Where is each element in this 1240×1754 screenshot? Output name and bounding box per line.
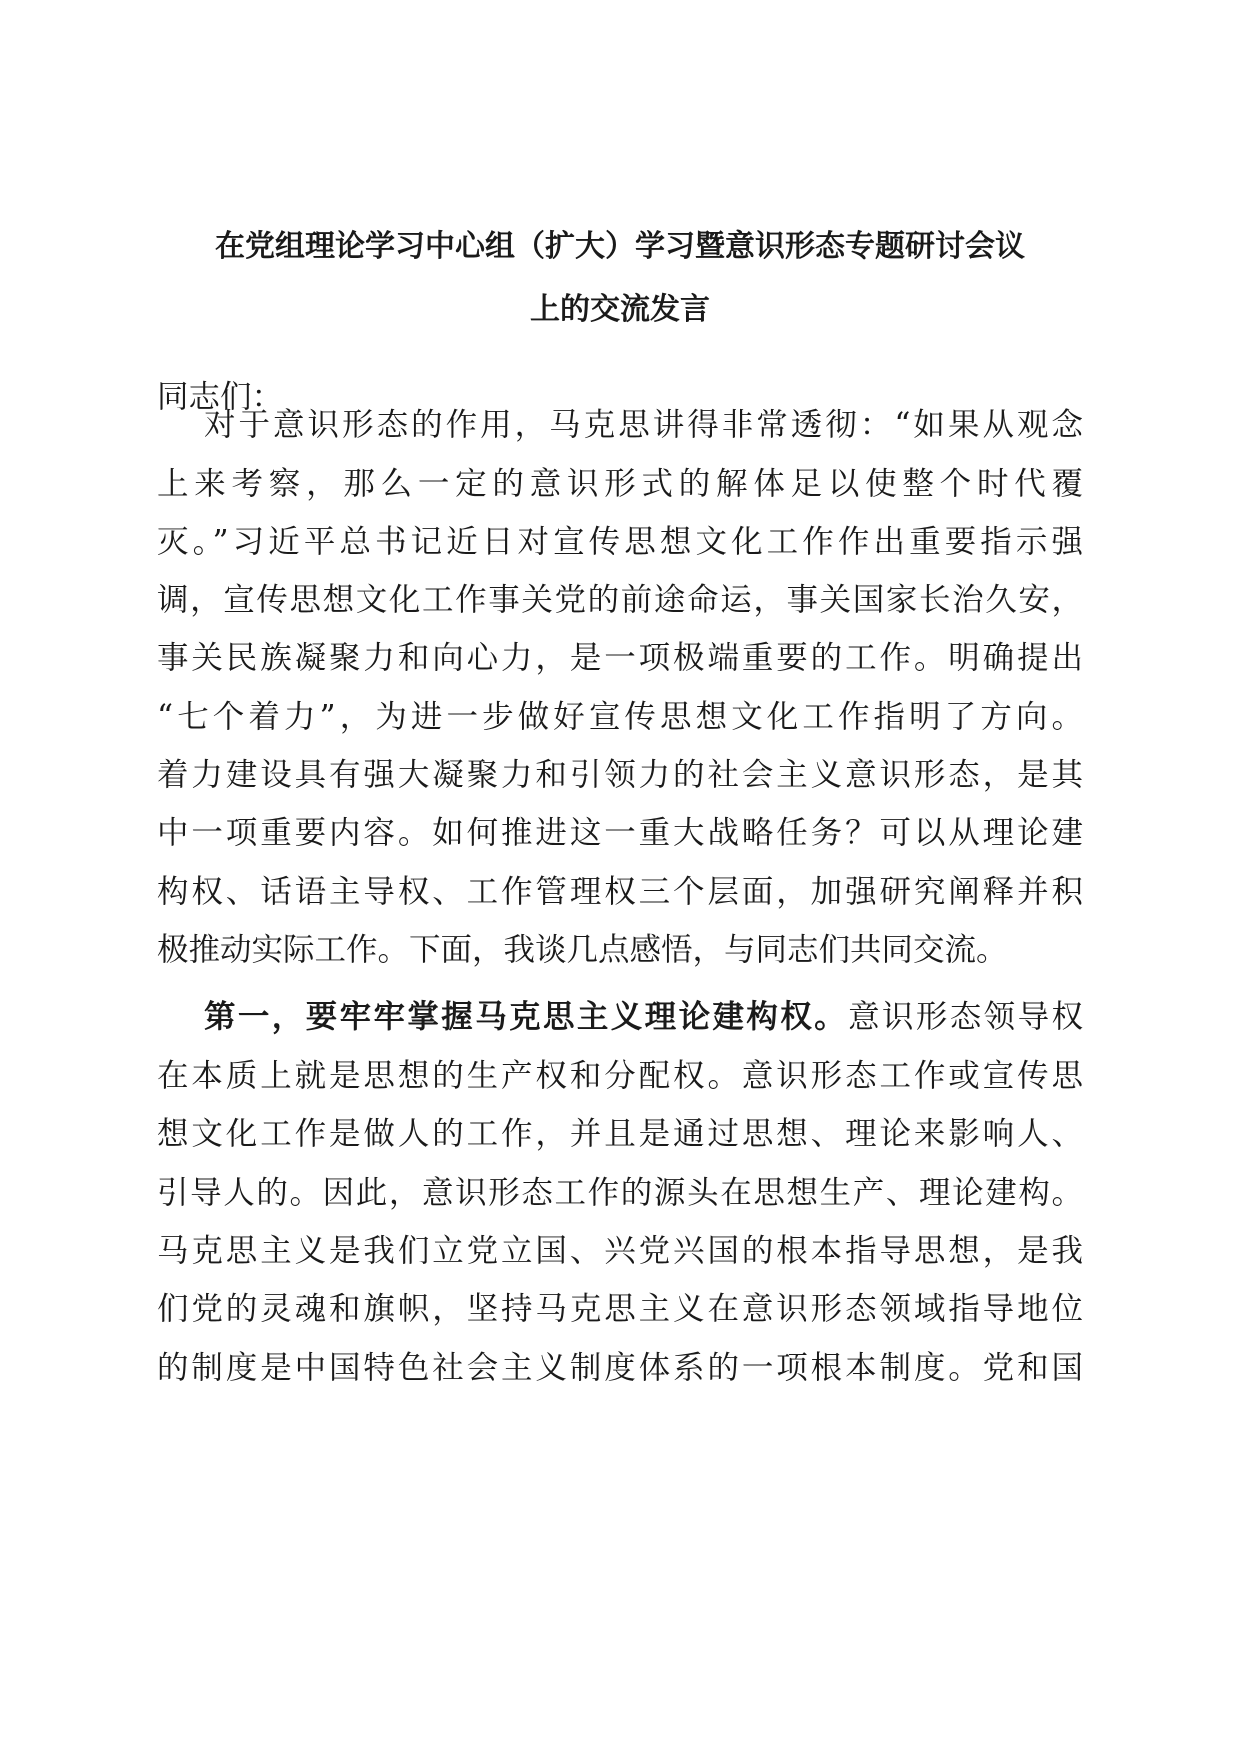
paragraph-line: 事关民族凝聚力和向心力，是一项极端重要的工作。明确提出 (157, 640, 1083, 676)
paragraph-line: 马克思主义是我们立党立国、兴党兴国的根本指导思想，是我 (157, 1233, 1083, 1269)
paragraph-line-with-lead (204, 997, 1083, 1037)
paragraph-line: “七个着力”，为进一步做好宣传思想文化工作指明了方向。 (157, 699, 1083, 735)
document-page (157, 0, 1083, 1754)
paragraph-line: 着力建设具有强大凝聚力和引领力的社会主义意识形态，是其 (157, 757, 1083, 793)
paragraph-line: 在本质上就是思想的生产权和分配权。意识形态工作或宣传思 (157, 1058, 1083, 1094)
paragraph-line: 极推动实际工作。下面，我谈几点感悟，与同志们共同交流。 (157, 932, 1008, 968)
document-title-line-1: 在党组理论学习中心组（扩大）学习暨意识形态专题研讨会议 (215, 229, 1025, 264)
paragraph-line: 想文化工作是做人的工作，并且是通过思想、理论来影响人、 (157, 1116, 1083, 1152)
paragraph-line: 灭。”习近平总书记近日对宣传思想文化工作作出重要指示强 (157, 524, 1083, 560)
paragraph-line: 们党的灵魂和旗帜，坚持马克思主义在意识形态领域指导地位 (157, 1291, 1083, 1327)
paragraph-line: 上来考察，那么一定的意识形式的解体足以使整个时代覆 (157, 466, 1083, 502)
paragraph-line: 构权、话语主导权、工作管理权三个层面，加强研究阐释并积 (157, 874, 1083, 910)
document-title-line-2: 上的交流发言 (530, 292, 710, 327)
paragraph-line: 对于意识形态的作用，马克思讲得非常透彻：“如果从观念 (204, 407, 1083, 443)
paragraph-line-rest: 意识形态领导权 (848, 999, 1083, 1035)
section-heading-lead: 第一，要牢牢掌握马克思主义理论建构权。 (204, 999, 849, 1035)
paragraph-line: 引导人的。因此，意识形态工作的源头在思想生产、理论建构。 (157, 1175, 1083, 1211)
paragraph-line: 中一项重要内容。如何推进这一重大战略任务？可以从理论建 (157, 815, 1083, 851)
salutation: 同志们： (157, 379, 284, 415)
paragraph-line: 的制度是中国特色社会主义制度体系的一项根本制度。党和国 (157, 1350, 1083, 1386)
paragraph-line: 调，宣传思想文化工作事关党的前途命运，事关国家长治久安， (157, 582, 1083, 618)
